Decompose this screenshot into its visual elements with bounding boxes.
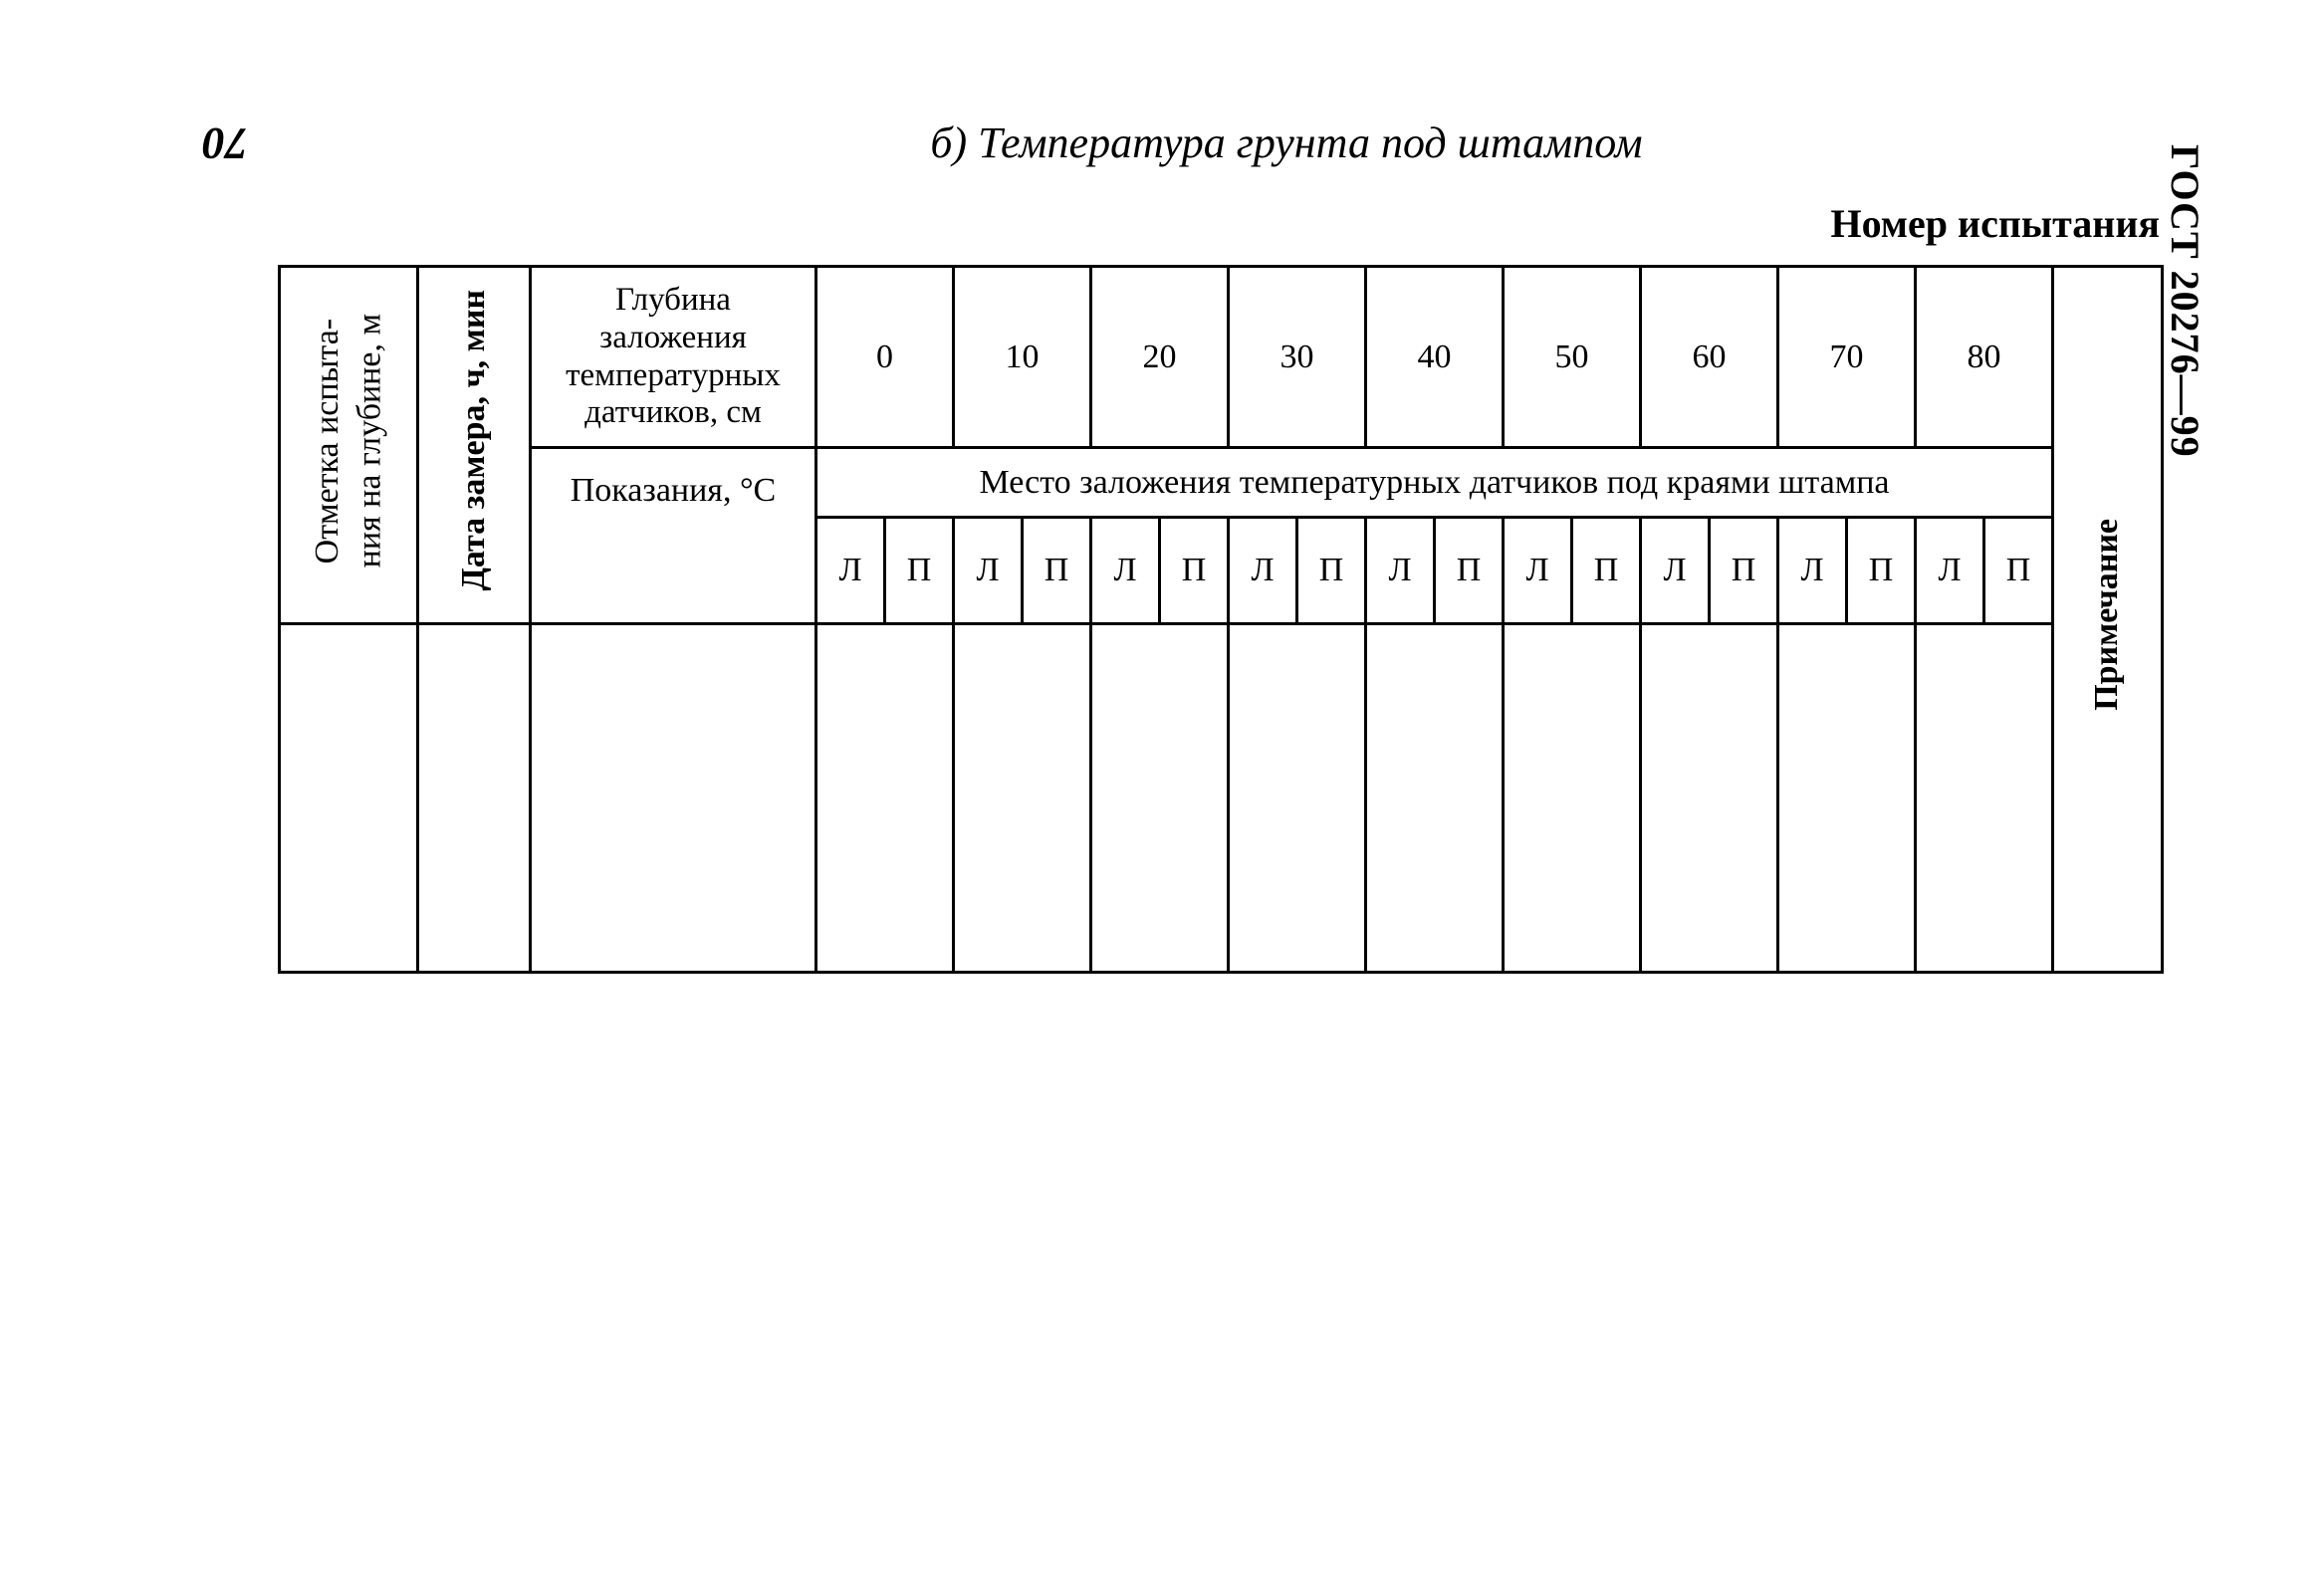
reading-cell-60 <box>1641 624 1778 973</box>
depth-value: 30 <box>1229 267 1366 448</box>
note-header: Примечание <box>2088 519 2126 711</box>
right-side-label: П <box>1984 518 2053 624</box>
note-column <box>2053 267 2163 973</box>
left-side-label: Л <box>1641 518 1710 624</box>
page-number: 70 <box>202 118 248 169</box>
depth-value: 60 <box>1641 267 1778 448</box>
depth-value: 0 <box>816 267 954 448</box>
depth-header: Глубина заложения температурных датчиков, см <box>531 267 816 448</box>
left-side-label: Л <box>1091 518 1160 624</box>
left-side-label: Л <box>1504 518 1572 624</box>
location-header: Место заложения температурных датчиков под краями штампа <box>816 448 2053 518</box>
left-side-label: Л <box>816 518 885 624</box>
right-side-label: П <box>885 518 954 624</box>
right-side-label: П <box>1023 518 1091 624</box>
col-date-header: Дата замера, ч, мин <box>418 267 531 624</box>
reading-cell-50 <box>1504 624 1641 973</box>
depth-value: 80 <box>1916 267 2053 448</box>
date-cell <box>418 624 531 973</box>
depth-value: 50 <box>1504 267 1641 448</box>
reading-cell-20 <box>1091 624 1229 973</box>
right-side-label: П <box>1435 518 1504 624</box>
left-side-label: Л <box>954 518 1023 624</box>
data-row-empty <box>280 624 2163 973</box>
mark-cell <box>280 624 418 973</box>
right-side-label: П <box>1572 518 1641 624</box>
section-title: б) Температура грунта под штампом <box>930 118 1643 167</box>
reading-cell-30 <box>1229 624 1366 973</box>
left-side-label: Л <box>1366 518 1435 624</box>
readings-header: Показания, °С <box>531 448 816 624</box>
right-side-label: П <box>1710 518 1778 624</box>
standard-label: ГОСТ 20276—99 <box>2163 144 2208 458</box>
depth-value: 40 <box>1366 267 1504 448</box>
reading-cell-80 <box>1916 624 2053 973</box>
depth-value: 20 <box>1091 267 1229 448</box>
left-side-label: Л <box>1229 518 1297 624</box>
right-side-label: П <box>1297 518 1366 624</box>
header-row-location <box>280 448 2163 518</box>
col-mark-header: Отметка испыта- ния на глубине, м <box>280 267 418 624</box>
reading-cell-0 <box>816 624 954 973</box>
readings-cell <box>531 624 816 973</box>
temperature-table <box>278 265 2164 974</box>
header-row-depths <box>280 267 2163 448</box>
test-number-label: Номер испытания <box>1830 201 2160 246</box>
reading-cell-70 <box>1778 624 1916 973</box>
reading-cell-40 <box>1366 624 1504 973</box>
depth-value: 10 <box>954 267 1091 448</box>
right-side-label: П <box>1847 518 1916 624</box>
depth-value: 70 <box>1778 267 1916 448</box>
left-side-label: Л <box>1778 518 1847 624</box>
right-side-label: П <box>1160 518 1229 624</box>
reading-cell-10 <box>954 624 1091 973</box>
left-side-label: Л <box>1916 518 1984 624</box>
